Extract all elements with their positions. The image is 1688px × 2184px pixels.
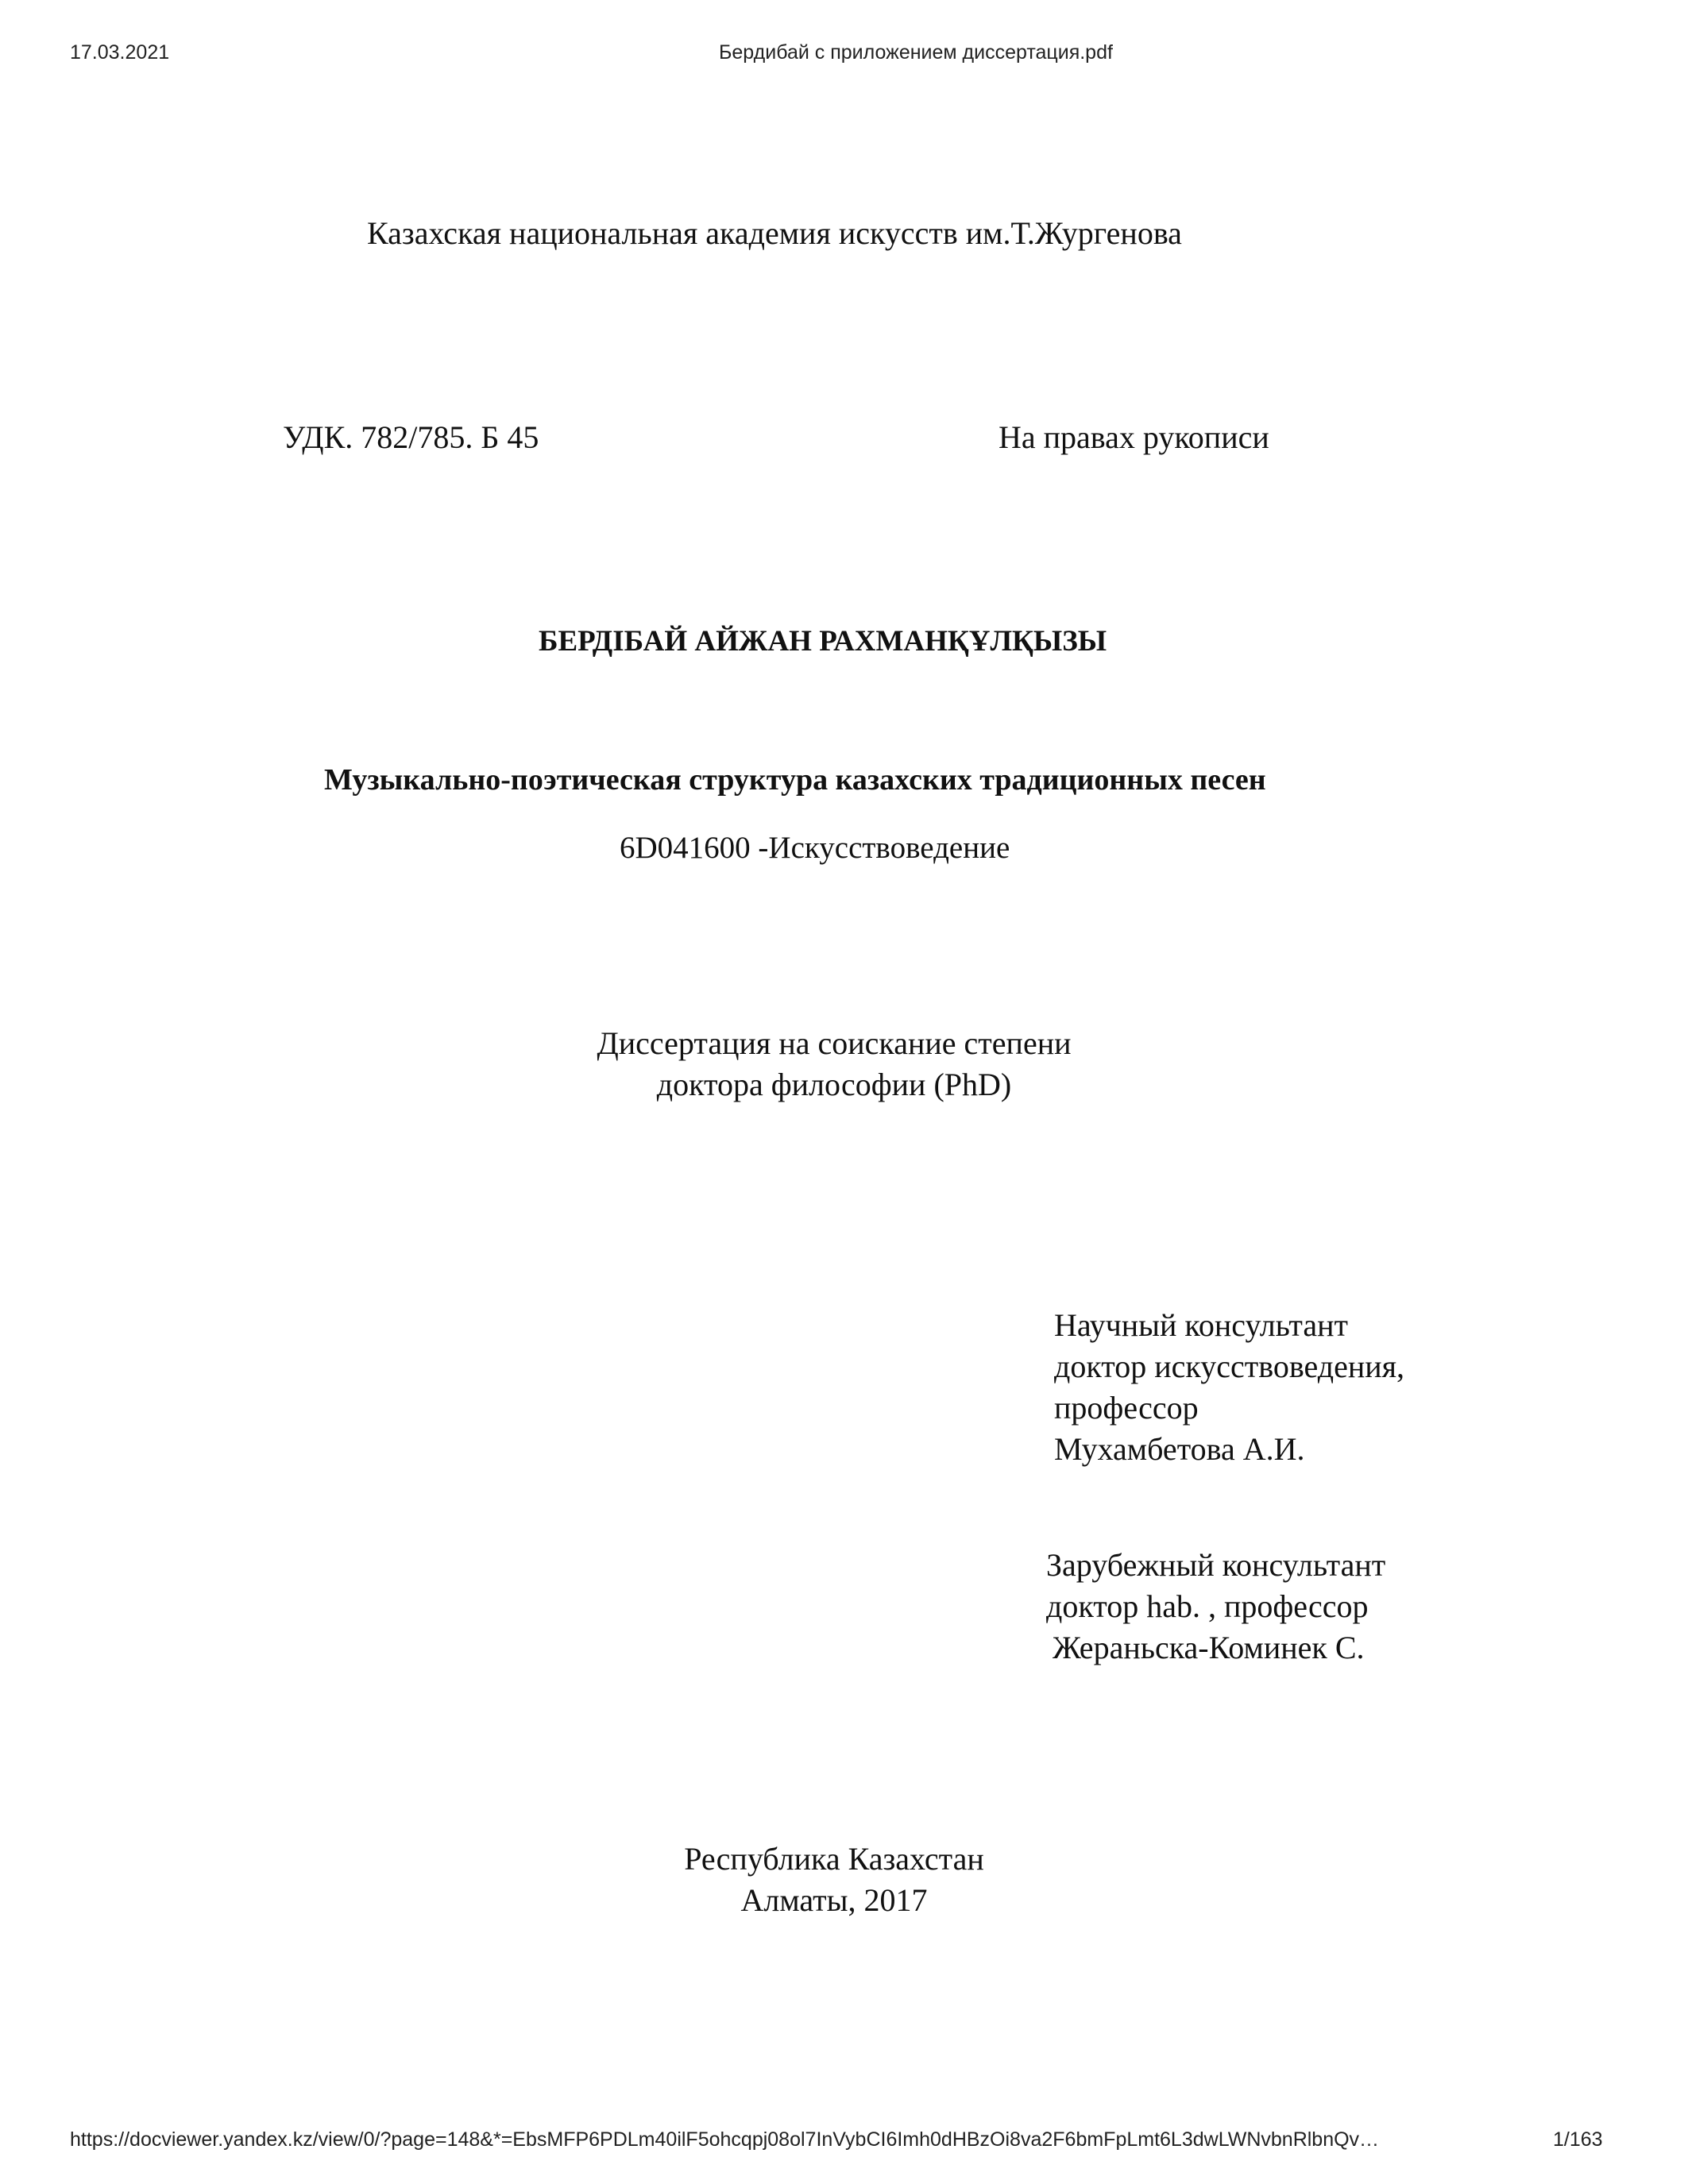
- foreign-consultant-name: Жераньска-Коминек С.: [1053, 1630, 1365, 1665]
- print-date: 17.03.2021: [70, 41, 170, 64]
- scientific-consultant-title: профессор: [1054, 1390, 1199, 1426]
- place-city-year: Алматы, 2017: [740, 1882, 928, 1918]
- foreign-consultant-role: Зарубежный консультант: [1046, 1547, 1386, 1583]
- specialty-code: 6D041600 -Искусствоведение: [620, 831, 1010, 865]
- scientific-consultant-degree: доктор искусствоведения,: [1054, 1349, 1405, 1384]
- print-document-title: Бердибай с приложением диссертация.pdf: [719, 41, 1113, 64]
- degree-line-1: Диссертация на соискание степени: [597, 1025, 1072, 1061]
- place-country: Республика Казахстан: [684, 1841, 984, 1877]
- scientific-consultant-name: Мухамбетова А.И.: [1054, 1431, 1305, 1467]
- print-footer-url: https://docviewer.yandex.kz/view/0/?page=148&*=EbsMFP6PDLm40ilF5ohcqpj08ol7InVybCI6Imh0dHBzOi8va2F6bmFpLmt6L3dwLWNvbnRlbnQv…: [70, 2128, 1380, 2151]
- degree-statement: [516, 1023, 1152, 1106]
- thesis-title: Музыкально-поэтическая структура казахских традиционных песен: [324, 763, 1266, 797]
- place-and-year: [596, 1839, 1072, 1921]
- foreign-consultant: [1046, 1545, 1385, 1669]
- degree-line-2: доктора философии (PhD): [656, 1067, 1012, 1102]
- manuscript-note: На правах рукописи: [999, 419, 1269, 455]
- scientific-consultant: [1054, 1305, 1404, 1470]
- udk-code: УДК. 782/785. Б 45: [283, 419, 539, 455]
- author-name: БЕРДІБАЙ АЙЖАН РАХМАНҚҰЛҚЫЗЫ: [539, 625, 1107, 658]
- print-page-counter: 1/163: [1553, 2128, 1603, 2151]
- institution-name: Казахская национальная академия искусств им.Т.Жургенова: [367, 215, 1182, 251]
- foreign-consultant-degree: доктор hab. , профессор: [1046, 1588, 1369, 1624]
- scientific-consultant-role: Научный консультант: [1054, 1307, 1348, 1343]
